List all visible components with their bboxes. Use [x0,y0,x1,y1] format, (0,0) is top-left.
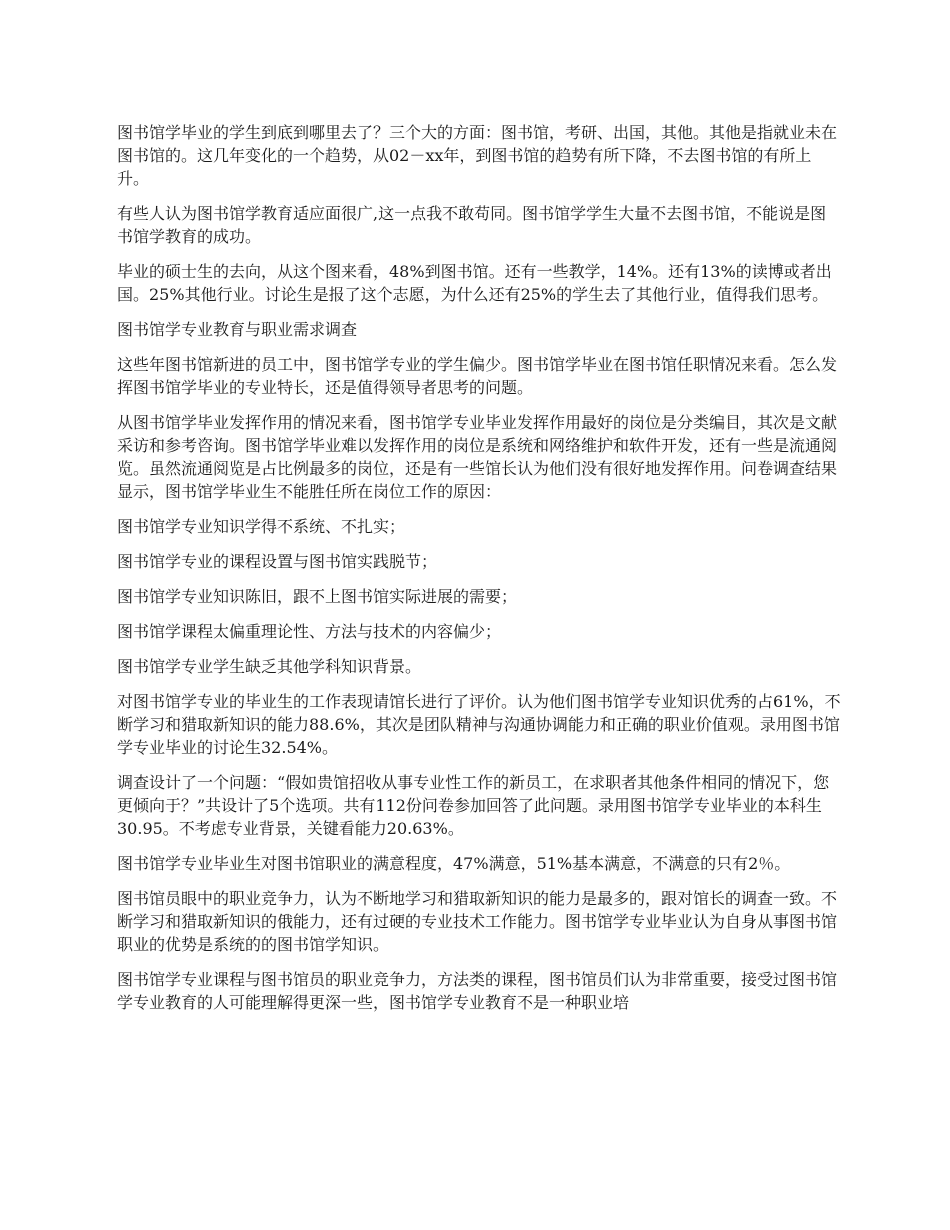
reason-item-5: 图书馆学专业学生缺乏其他学科知识背景。 [117,657,422,676]
paragraph-curriculum: 图书馆学专业课程与图书馆员的职业竞争力，方法类的课程，图书馆员们认为非常重要，接受过图书馆学专业教育的人可能理解得更深一些，图书馆学专业教育不是一种职业培 [117,970,838,1012]
paragraph-education-breadth: 有些人认为图书馆学教育适应面很广,这一点我不敢苟同。图书馆学学生大量不去图书馆，不能说是图书馆学教育的成功。 [117,204,827,246]
reason-item-2: 图书馆学专业的课程设置与图书馆实践脱节； [117,552,438,571]
section-heading-survey: 图书馆学专业教育与职业需求调查 [117,320,358,339]
paragraph-hiring-question: 调查设计了一个问题：“假如贵馆招收从事专业性工作的新员工，在求职者其他条件相同的情况下，您更倾向于？”共设计了5个选项。共有112份问卷参加回答了此问题。录用图书馆学专业毕业的本科生30.95。不考虑专业背景，关键看能力20.63%。 [117,773,830,838]
reason-item-4: 图书馆学课程太偏重理论性、方法与技术的内容偏少； [117,622,502,641]
paragraph-graduate-destinations: 图书馆学毕业的学生到底到哪里去了？三个大的方面：图书馆，考研、出国，其他。其他是指就业未在图书馆的。这几年变化的一个趋势，从02－xx年，到图书馆的趋势有所下降，不去图书馆的有所上升。 [117,123,838,188]
reason-item-3: 图书馆学专业知识陈旧，跟不上图书馆实际进展的需要； [117,587,518,606]
paragraph-master-destinations: 毕业的硕士生的去向，从这个图来看，48%到图书馆。还有一些教学，14%。还有13%的读博或者出国。25%其他行业。讨论生是报了这个志愿，为什么还有25%的学生去了其他行业，值得我们思考。 [117,262,832,304]
paragraph-job-roles: 从图书馆学毕业发挥作用的情况来看，图书馆学专业毕业发挥作用最好的岗位是分类编目，其次是文献采访和参考咨询。图书馆学毕业难以发挥作用的岗位是系统和网络维护和软件开发，还有一些是流通阅览。虽然流通阅览是占比例最多的岗位，还是有一些馆长认为他们没有很好地发挥作用。问卷调查结果显示，图书馆学毕业生不能胜任所在岗位工作的原因： [117,413,838,501]
paragraph-new-staff: 这些年图书馆新进的员工中，图书馆学专业的学生偏少。图书馆学毕业在图书馆任职情况来看。怎么发挥图书馆学毕业的专业特长，还是值得领导者思考的问题。 [117,355,838,397]
paragraph-competitiveness: 图书馆员眼中的职业竞争力，认为不断地学习和猎取新知识的能力是最多的，跟对馆长的调查一致。不断学习和猎取新知识的俄能力，还有过硬的专业技术工作能力。图书馆学专业毕业认为自身从事图书馆职业的优势是系统的的图书馆学知识。 [117,889,838,954]
paragraph-director-evaluation: 对图书馆学专业的毕业生的工作表现请馆长进行了评价。认为他们图书馆学专业知识优秀的占61%，不断学习和猎取新知识的能力88.6%，其次是团队精神与沟通协调能力和正确的职业价值观。录用图书馆学专业毕业的讨论生32.54%。 [117,692,841,757]
reason-item-1: 图书馆学专业知识学得不系统、不扎实； [117,517,406,536]
document-body [117,121,842,1026]
paragraph-satisfaction: 图书馆学专业毕业生对图书馆职业的满意程度，47%满意，51%基本满意，不满意的只有2％。 [117,854,791,873]
